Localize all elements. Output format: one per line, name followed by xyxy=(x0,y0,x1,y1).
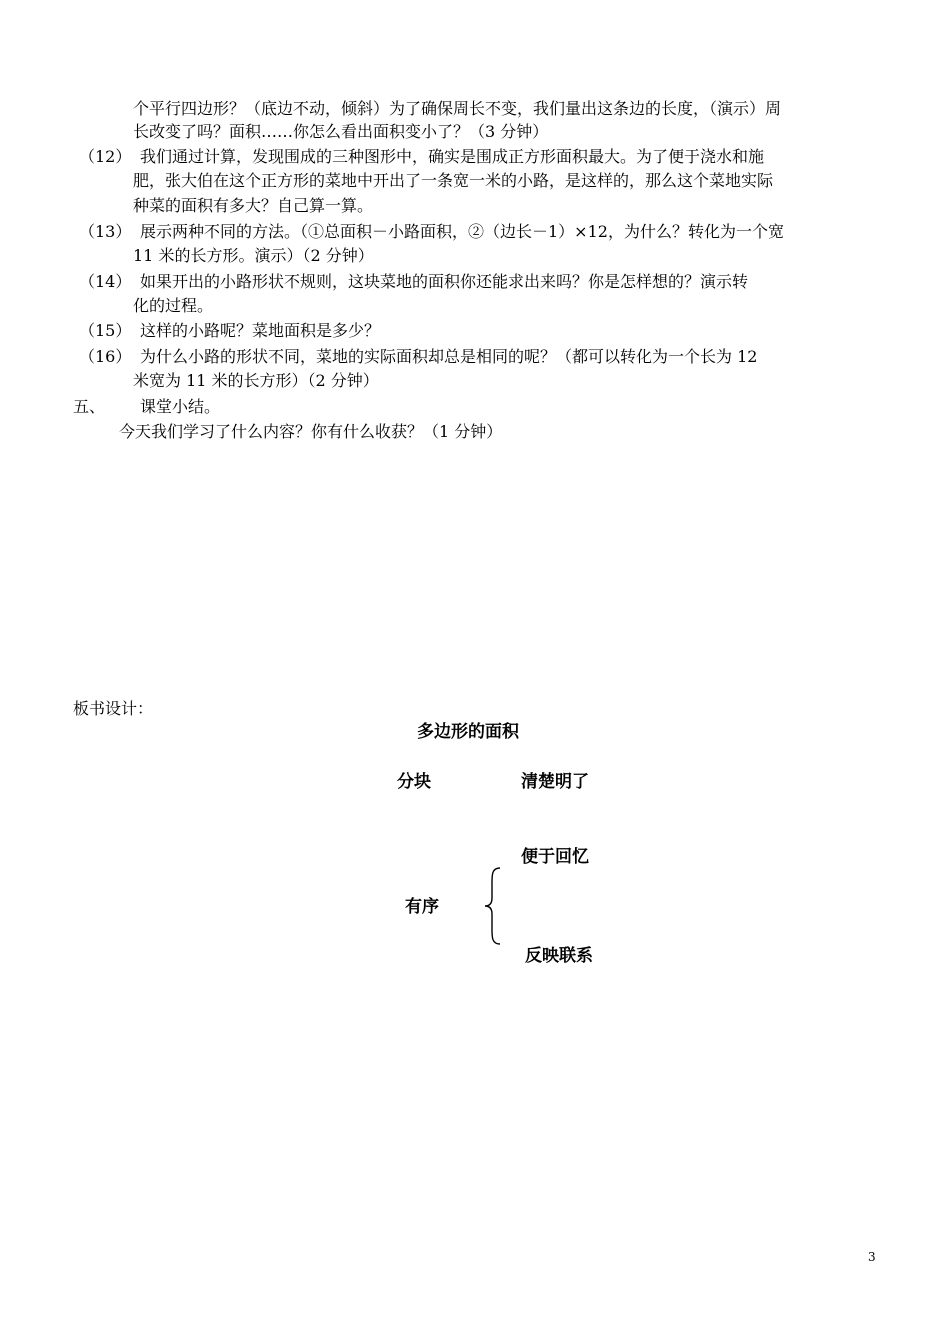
text-line: 为什么小路的形状不同，菜地的实际面积却总是相同的呢？（都可以转化为一个长为 12 xyxy=(140,347,758,366)
item-number: （15） xyxy=(79,321,132,340)
board-item-reflect: 反映联系 xyxy=(525,946,593,966)
section-number: 五、 xyxy=(73,397,106,416)
text-line: 化的过程。 xyxy=(133,296,214,315)
board-item-split: 分块 xyxy=(397,772,431,792)
text-line: 展示两种不同的方法。（①总面积－小路面积，②（边长－1）×12，为什么？转化为一个宽 xyxy=(140,222,784,241)
item-number: （14） xyxy=(79,272,132,291)
board-item-ordered: 有序 xyxy=(405,897,439,917)
section-heading: 课堂小结。 xyxy=(140,397,221,416)
text-line: 肥，张大伯在这个正方形的菜地中开出了一条宽一米的小路，是这样的，那么这个菜地实际 xyxy=(133,171,774,190)
item-number: （13） xyxy=(79,222,132,241)
text-line: 米宽为 11 米的长方形）（2 分钟） xyxy=(133,371,379,390)
board-item-recall: 便于回忆 xyxy=(521,847,589,867)
text-line: 个平行四边形？（底边不动，倾斜）为了确保周长不变，我们量出这条边的长度，（演示）周 xyxy=(133,99,782,118)
page-number: 3 xyxy=(868,1250,876,1264)
text-line: 11 米的长方形。演示）（2 分钟） xyxy=(133,246,374,265)
board-item-clear: 清楚明了 xyxy=(521,772,589,792)
item-number: （16） xyxy=(79,347,132,366)
text-line: 这样的小路呢？菜地面积是多少？ xyxy=(140,321,381,340)
text-line: 如果开出的小路形状不规则，这块菜地的面积你还能求出来吗？你是怎样想的？演示转 xyxy=(140,272,749,291)
board-title: 多边形的面积 xyxy=(417,722,519,742)
item-number: （12） xyxy=(79,147,132,166)
text-line: 种菜的面积有多大？自己算一算。 xyxy=(133,196,374,215)
text-line: 今天我们学习了什么内容？你有什么收获？（1 分钟） xyxy=(119,422,503,441)
left-brace-icon xyxy=(482,866,506,946)
board-design-label: 板书设计： xyxy=(73,699,154,718)
text-line: 我们通过计算，发现围成的三种图形中，确实是围成正方形面积最大。为了便于浇水和施 xyxy=(140,147,765,166)
text-line: 长改变了吗？面积……你怎么看出面积变小了？（3 分钟） xyxy=(133,122,549,141)
